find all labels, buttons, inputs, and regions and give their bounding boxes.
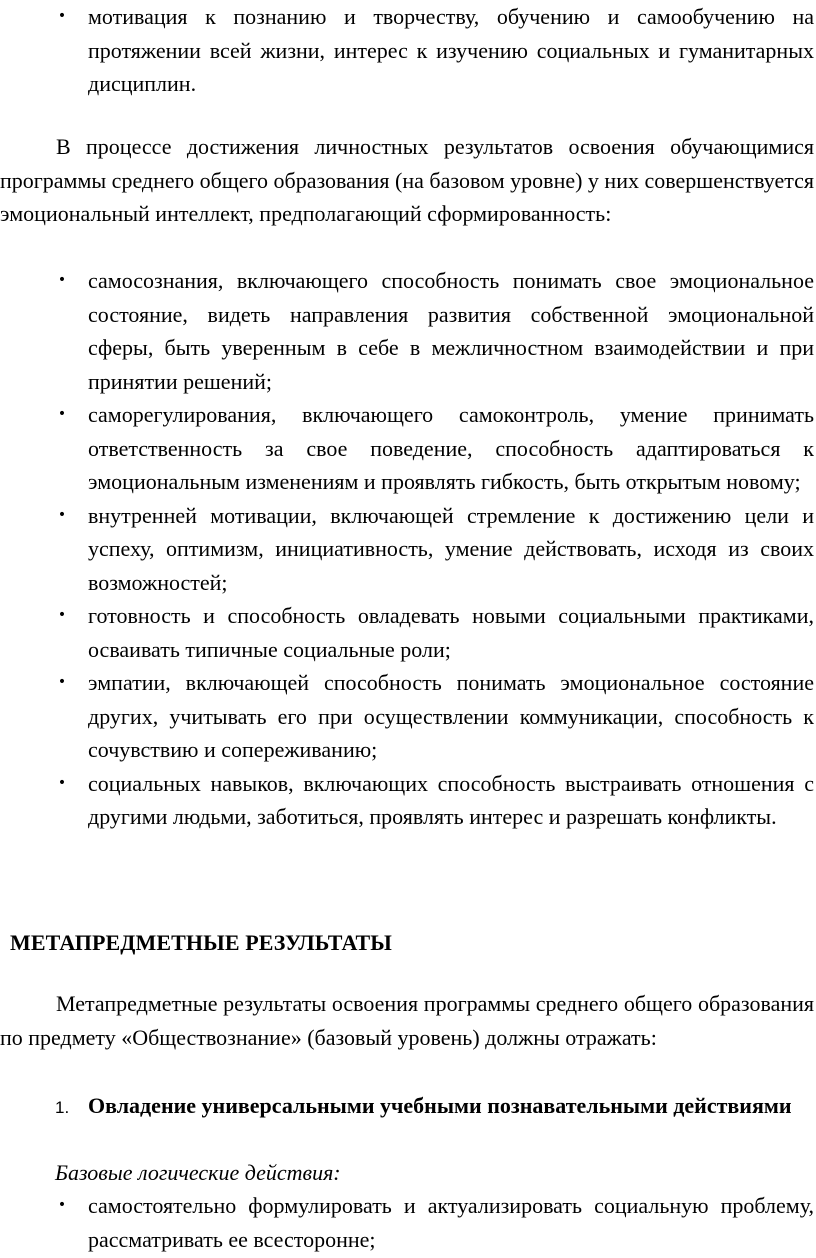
item-number: 1.	[55, 1098, 70, 1117]
list-item	[0, 398, 816, 499]
bullet-icon: •	[57, 406, 67, 422]
list-item-text: самостоятельно формулировать и актуализировать социальную проблему, рассматривать ее всесторонне;	[88, 1193, 814, 1252]
list-item	[0, 1189, 816, 1256]
list-item	[0, 499, 816, 600]
bullet-icon: •	[57, 607, 67, 623]
list-item	[0, 666, 816, 767]
bullet-icon: •	[57, 674, 67, 690]
list-item	[0, 599, 816, 666]
numbered-item	[0, 1089, 816, 1123]
bullet-icon: •	[57, 506, 67, 523]
list-item-text: внутренней мотивации, включающей стремление к достижению цели и успеху, оптимизм, инициативность, умение действовать, исходя из своих возможностей;	[88, 502, 814, 595]
list-item-text: социальных навыков, включающих способность выстраивать отношения с другими людьми, заботиться, проявлять интерес и разрешать конфликты.	[88, 770, 814, 829]
intro-list	[0, 0, 816, 101]
bullet-icon: •	[57, 272, 67, 288]
numbered-item-text: Овладение универсальными учебными познавательными действиями	[88, 1093, 792, 1118]
subheading: Базовые логические действия:	[55, 1160, 341, 1185]
emotional-list	[0, 264, 816, 834]
list-item-text: готовность и способность овладевать новыми социальными практиками, осваивать типичные социальные роли;	[88, 603, 814, 662]
bullet-icon: •	[57, 774, 67, 791]
paragraph-emotional-intelligence: В процессе достижения личностных результатов освоения обучающимися программы среднего общего образования (на базовом уровне) у них совершенствуется эмоциональный интеллект, предполагающий сформированность:	[0, 134, 814, 226]
logic-list	[0, 1189, 816, 1256]
list-item-text: мотивация к познанию и творчеству, обучению и самообучению на протяжении всей жизни, интерес к изучению социальных и гуманитарных дисциплин.	[88, 4, 814, 96]
numbered-list	[0, 1089, 816, 1123]
list-item-text: саморегулирования, включающего самоконтроль, умение принимать ответственность за свое поведение, способность адаптироваться к эмоциональным изменениям и проявлять гибкость, быть открытым новому;	[88, 402, 814, 494]
section-heading: МЕТАПРЕДМЕТНЫЕ РЕЗУЛЬТАТЫ	[10, 930, 392, 955]
bullet-icon: •	[57, 1197, 67, 1213]
list-item	[0, 0, 816, 101]
list-item-text: самосознания, включающего способность понимать свое эмоциональное состояние, видеть направления развития собственной эмоциональной сферы, быть уверенным в себе в межличностном взаимодействии и при принятии решений;	[88, 268, 814, 394]
list-item	[0, 767, 816, 834]
list-item	[0, 264, 816, 398]
bullet-icon: •	[57, 8, 67, 24]
paragraph-metasubject: Метапредметные результаты освоения программы среднего общего образования по предмету «Обществознание» (базовый уровень) должны отражать:	[0, 991, 814, 1050]
list-item-text: эмпатии, включающей способность понимать эмоциональное состояние других, учитывать его при осуществлении коммуникации, способность к сочувствию и сопереживанию;	[88, 670, 814, 762]
